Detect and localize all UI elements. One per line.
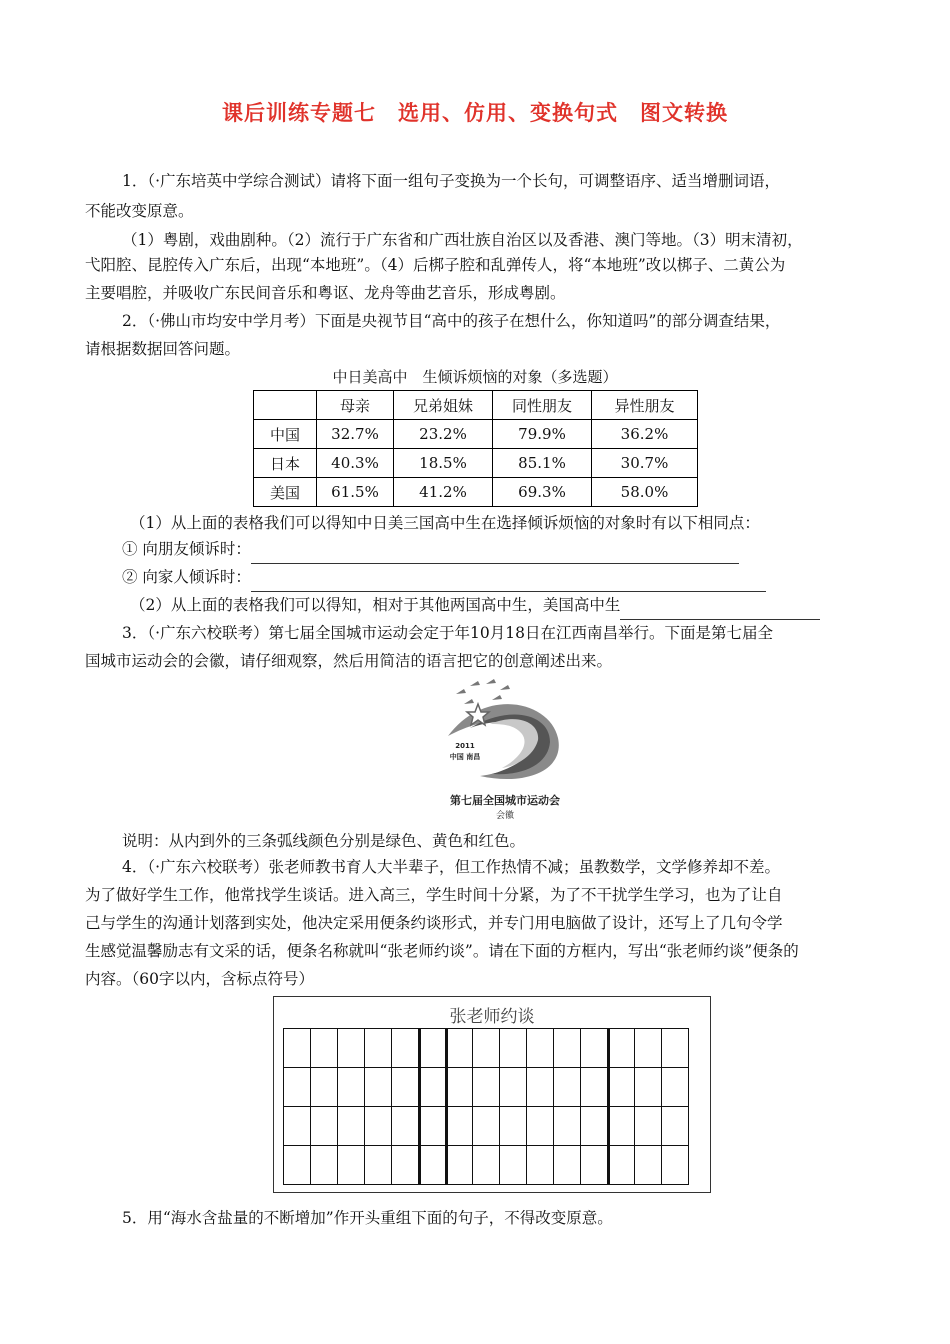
grid-cell[interactable] <box>553 1028 581 1068</box>
grid-cell[interactable] <box>580 1067 608 1107</box>
grid-cell[interactable] <box>607 1067 635 1107</box>
grid-cell[interactable] <box>634 1028 662 1068</box>
grid-cell[interactable] <box>364 1106 392 1146</box>
games-emblem <box>430 676 580 822</box>
grid-cell[interactable] <box>634 1106 662 1146</box>
table-header-cell: 异性朋友 <box>592 391 698 420</box>
q4-line5: 内容。（60字以内，含标点符号） <box>85 970 314 988</box>
grid-cell[interactable] <box>526 1028 554 1068</box>
table-cell: 41.2% <box>394 478 493 507</box>
grid-title: 张老师约谈 <box>449 1007 535 1027</box>
q1-text-line1: （1）粤剧，戏曲剧种。（2）流行于广东省和广西壮族自治区以及香港、澳门等地。（3）明末清初， <box>122 231 803 249</box>
q2-sub1a-label: ① 向朋友倾诉时： <box>122 540 251 558</box>
q3-stem-line2: 国城市运动会的会徽，请仔细观察，然后用简洁的语言把它的创意阐述出来。 <box>85 652 613 670</box>
grid-cell[interactable] <box>445 1106 473 1146</box>
survey-table <box>253 390 698 507</box>
grid-cell[interactable] <box>418 1145 446 1185</box>
grid-cell[interactable] <box>661 1028 689 1068</box>
grid-cell[interactable] <box>607 1028 635 1068</box>
grid-cell[interactable] <box>364 1028 392 1068</box>
grid-cell[interactable] <box>418 1106 446 1146</box>
grid-cell[interactable] <box>607 1106 635 1146</box>
grid-cell[interactable] <box>499 1067 527 1107</box>
grid-row <box>284 1029 689 1068</box>
q2-stem-line1: 2．（·佛山市均安中学月考）下面是央视节目“高中的孩子在想什么，你知道吗”的部分调查结果， <box>122 312 781 330</box>
grid-cell[interactable] <box>499 1145 527 1185</box>
grid-cell[interactable] <box>310 1145 338 1185</box>
grid-cell[interactable] <box>553 1106 581 1146</box>
q4-line1: 4．（·广东六校联考）张老师教书育人大半辈子，但工作热情不减；虽教数学，文学修养却不差。 <box>122 858 781 876</box>
grid-cell[interactable] <box>283 1067 311 1107</box>
grid-cell[interactable] <box>607 1145 635 1185</box>
grid-cell[interactable] <box>418 1067 446 1107</box>
table-cell: 36.2% <box>592 420 698 449</box>
table-cell: 23.2% <box>394 420 493 449</box>
note-writing-box <box>273 996 711 1193</box>
grid-cell[interactable] <box>553 1067 581 1107</box>
q2-sub1b-label: ② 向家人倾诉时： <box>122 568 251 586</box>
table-cell: 中国 <box>254 420 317 449</box>
grid-cell[interactable] <box>337 1067 365 1107</box>
grid-cell[interactable] <box>526 1067 554 1107</box>
grid-cell[interactable] <box>391 1067 419 1107</box>
grid-cell[interactable] <box>472 1106 500 1146</box>
grid-cell[interactable] <box>499 1106 527 1146</box>
grid-cell[interactable] <box>580 1028 608 1068</box>
table-cell: 79.9% <box>493 420 592 449</box>
grid-cell[interactable] <box>634 1067 662 1107</box>
grid-cell[interactable] <box>661 1067 689 1107</box>
emblem-year: 2011 <box>455 742 475 750</box>
grid-cell[interactable] <box>364 1067 392 1107</box>
grid-cell[interactable] <box>661 1145 689 1185</box>
q3-stem-line1: 3．（·广东六校联考）第七届全国城市运动会定于年10月18日在江西南昌举行。下面是第七届全 <box>122 624 773 642</box>
grid-cell[interactable] <box>283 1106 311 1146</box>
grid-cell[interactable] <box>445 1067 473 1107</box>
grid-cell[interactable] <box>445 1028 473 1068</box>
grid-cell[interactable] <box>337 1145 365 1185</box>
table-header-cell <box>254 391 317 420</box>
emblem-graphic <box>430 676 580 788</box>
q4-line4: 生感觉温馨励志有文采的话，便条名称就叫“张老师约谈”。请在下面的方框内，写出“张老师约谈”便条的 <box>85 942 799 960</box>
grid-cell[interactable] <box>526 1106 554 1146</box>
q2-sub2-label: （2）从上面的表格我们可以得知，相对于其他两国高中生，美国高中生 <box>130 596 621 614</box>
grid-cell[interactable] <box>445 1145 473 1185</box>
grid-cell[interactable] <box>472 1028 500 1068</box>
q4-line2: 为了做好学生工作，他常找学生谈话。进入高三，学生时间十分紧，为了不干扰学生学习，也为了让自 <box>85 886 783 904</box>
grid-cell[interactable] <box>499 1028 527 1068</box>
grid-cell[interactable] <box>391 1028 419 1068</box>
grid-row <box>284 1107 689 1146</box>
table-cell: 日本 <box>254 449 317 478</box>
table-header-cell: 同性朋友 <box>493 391 592 420</box>
grid-cell[interactable] <box>310 1106 338 1146</box>
table-header-row <box>254 391 698 420</box>
q1-stem-line2: 不能改变原意。 <box>85 202 194 220</box>
q2-sub1a-row <box>122 534 739 564</box>
emblem-caption2: 会徽 <box>495 811 514 821</box>
table-cell: 美国 <box>254 478 317 507</box>
page-title: 课后训练专题七 选用、仿用、变换句式 图文转换 <box>222 100 728 125</box>
grid-cell[interactable] <box>391 1145 419 1185</box>
q5-line1: 5．用“海水含盐量的不断增加”作开头重组下面的句子，不得改变原意。 <box>122 1209 613 1227</box>
table-cell: 18.5% <box>394 449 493 478</box>
table-cell: 69.3% <box>493 478 592 507</box>
grid-cell[interactable] <box>580 1106 608 1146</box>
q4-line3: 己与学生的沟通计划落到实处，他决定采用便条约谈形式，并专门用电脑做了设计，还写上了几句令学 <box>85 914 783 932</box>
grid-cell[interactable] <box>526 1145 554 1185</box>
q1-text-line3: 主要唱腔，并吸收广东民间音乐和粤讴、龙舟等曲艺音乐，形成粤剧。 <box>85 284 566 302</box>
table-cell: 58.0% <box>592 478 698 507</box>
grid-cell[interactable] <box>661 1106 689 1146</box>
q1-stem-line1: 1．（·广东培英中学综合测试）请将下面一组句子变换为一个长句，可调整语序、适当增删词语， <box>122 172 781 190</box>
grid-cell[interactable] <box>283 1028 311 1068</box>
grid-cell[interactable] <box>472 1145 500 1185</box>
q2-sub1: （1）从上面的表格我们可以得知中日美三国高中生在选择倾诉烦恼的对象时有以下相同点： <box>130 514 760 532</box>
grid-row <box>284 1146 689 1185</box>
grid-cell[interactable] <box>337 1028 365 1068</box>
table-cell: 30.7% <box>592 449 698 478</box>
table-header-cell: 兄弟姐妹 <box>394 391 493 420</box>
table-caption: 中日美高中 生倾诉烦恼的对象（多选题） <box>332 368 618 386</box>
grid-cell[interactable] <box>634 1145 662 1185</box>
table-row <box>254 478 698 507</box>
table-cell: 32.7% <box>317 420 394 449</box>
grid-cell[interactable] <box>364 1145 392 1185</box>
q2-sub1b-row <box>122 562 766 592</box>
grid-cell[interactable] <box>472 1067 500 1107</box>
grid-cell[interactable] <box>310 1028 338 1068</box>
emblem-caption: 第七届全国城市运动会 <box>450 794 560 807</box>
grid-row <box>284 1068 689 1107</box>
emblem-city: 中国 南昌 <box>449 753 481 761</box>
grid-cell[interactable] <box>580 1145 608 1185</box>
grid-cell[interactable] <box>337 1106 365 1146</box>
table-cell: 85.1% <box>493 449 592 478</box>
table-row <box>254 420 698 449</box>
grid-cell[interactable] <box>553 1145 581 1185</box>
table-row <box>254 449 698 478</box>
table-cell: 40.3% <box>317 449 394 478</box>
grid-cell[interactable] <box>283 1145 311 1185</box>
writing-grid[interactable] <box>284 1029 689 1185</box>
q2-sub2-row <box>130 590 820 620</box>
q1-text-line2: 弋阳腔、昆腔传入广东后，出现“本地班”。（4）后梆子腔和乱弹传人，将“本地班”改以梆子、二黄公为 <box>85 256 786 274</box>
q2-stem-line2: 请根据数据回答问题。 <box>85 340 241 358</box>
table-header-cell: 母亲 <box>317 391 394 420</box>
grid-cell[interactable] <box>418 1028 446 1068</box>
grid-cell[interactable] <box>391 1106 419 1146</box>
q3-note: 说明：从内到外的三条弧线颜色分别是绿色、黄色和红色。 <box>122 832 526 850</box>
table-cell: 61.5% <box>317 478 394 507</box>
grid-cell[interactable] <box>310 1067 338 1107</box>
